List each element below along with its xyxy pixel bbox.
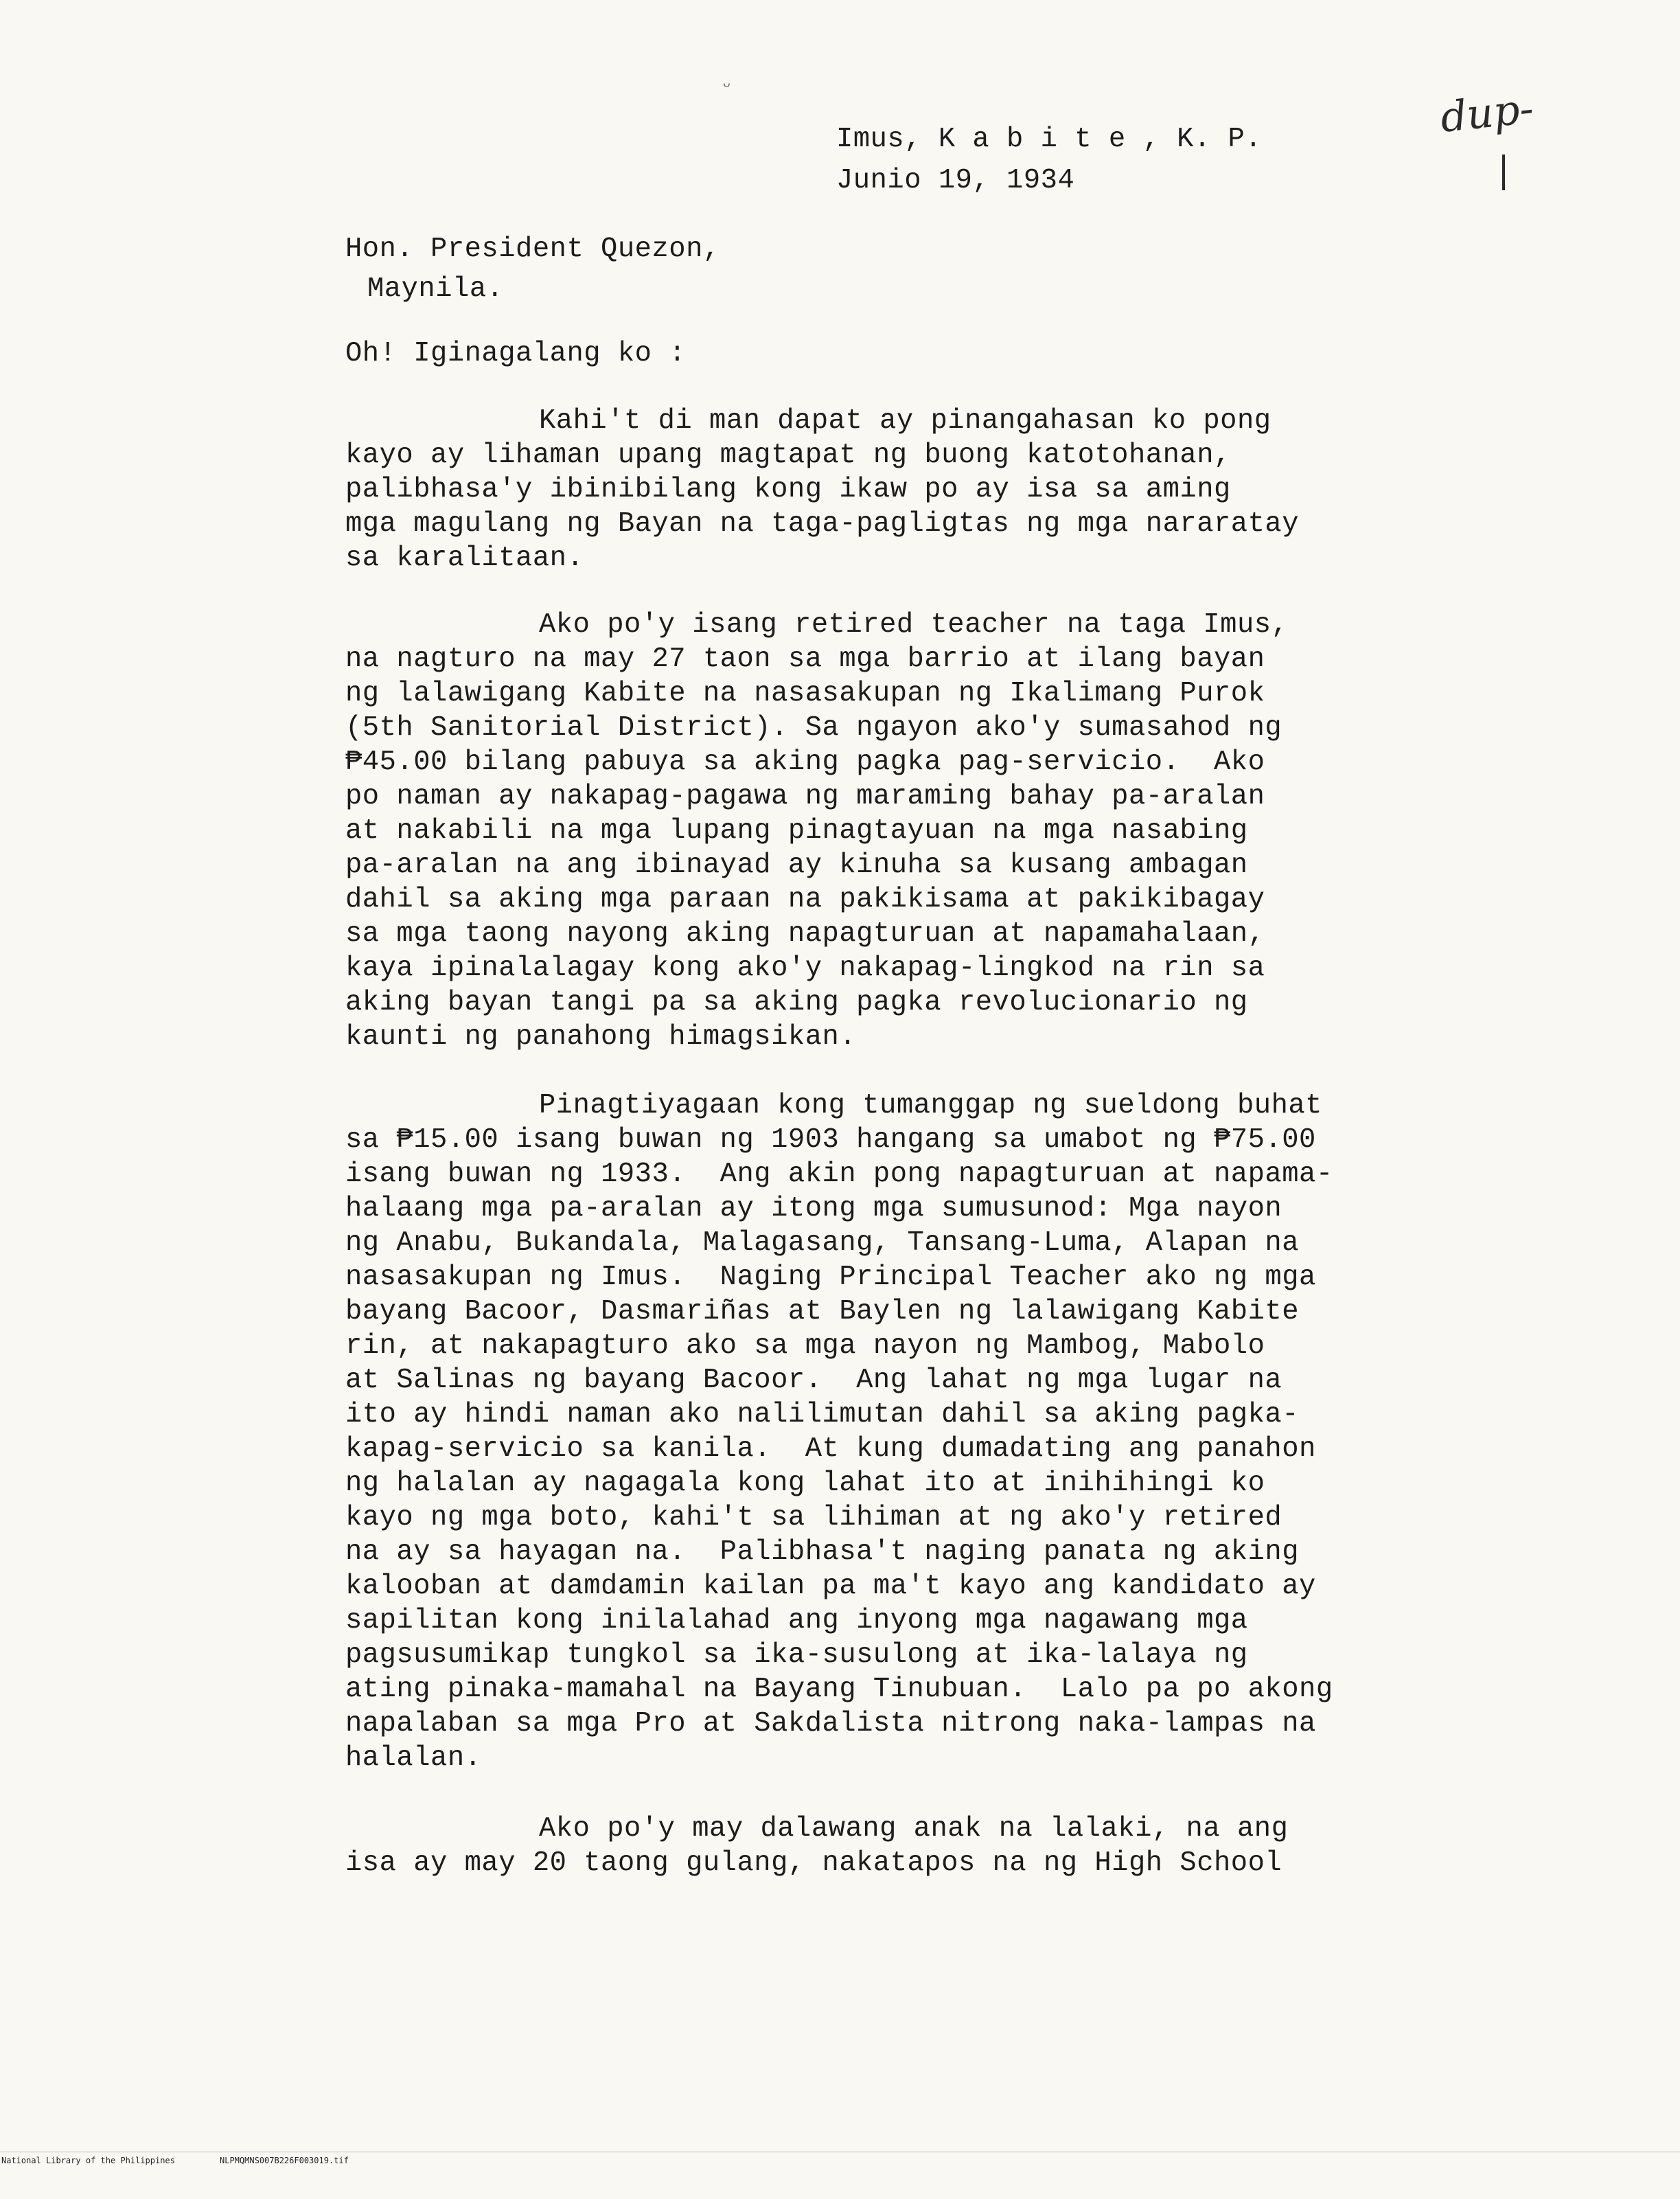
paragraph-3-line: ng halalan ay nagagala kong lahat ito at inihihingi ko xyxy=(345,1468,1265,1499)
paragraph-2-line: dahil sa aking mga paraan na pakikisama at pakikibagay xyxy=(345,884,1265,915)
paragraph-2-line: na nagturo na may 27 taon sa mga barrio at ilang bayan xyxy=(345,643,1265,675)
paragraph-3-line: sa ₱15.00 isang buwan ng 1903 hangang sa umabot ng ₱75.00 xyxy=(345,1124,1316,1156)
paragraph-2-line: po naman ay nakapag-pagawa ng maraming bahay pa-aralan xyxy=(345,781,1265,812)
paragraph-3-line: halaang mga pa-aralan ay itong mga sumusunod: Mga nayon xyxy=(345,1193,1282,1224)
paragraph-3-line: na ay sa hayagan na. Palibhasa't naging panata ng aking xyxy=(345,1536,1300,1568)
paragraph-2-line: ng lalawigang Kabite na nasasakupan ng Ikalimang Purok xyxy=(345,678,1265,709)
paragraph-2-line: (5th Sanitorial District). Sa ngayon ako'y sumasahod ng xyxy=(345,712,1282,744)
letter-date: Junio 19, 1934 xyxy=(836,165,1075,196)
paragraph-1-line: kayo ay lihaman upang magtapat ng buong katotohanan, xyxy=(345,440,1231,471)
paragraph-3-line: kalooban at damdamin kailan pa ma't kayo ang kandidato ay xyxy=(345,1571,1316,1602)
paragraph-3-line: ito ay hindi naman ako nalilimutan dahil sa aking pagka- xyxy=(345,1399,1300,1431)
footer-institution: National Library of the Philippines xyxy=(1,2156,175,2165)
paragraph-2-line: at nakabili na mga lupang pinagtayuan na mga nasabing xyxy=(345,815,1248,847)
paragraph-2-line: kaunti ng panahong himagsikan. xyxy=(345,1021,857,1053)
paragraph-3-line: rin, at nakapagturo ako sa mga nayon ng Mambog, Mabolo xyxy=(345,1330,1265,1362)
paragraph-3-line: napalaban sa mga Pro at Sakdalista nitrong naka-lampas na xyxy=(345,1708,1316,1740)
handwritten-annotation: dup- xyxy=(1438,84,1537,142)
paragraph-2-line: ₱45.00 bilang pabuya sa aking pagka pag-servicio. Ako xyxy=(345,747,1265,778)
paragraph-3-line: ng Anabu, Bukandala, Malagasang, Tansang-Luma, Alapan na xyxy=(345,1227,1300,1259)
scan-footer xyxy=(0,2155,1680,2166)
paragraph-2-line: aking bayan tangi pa sa aking pagka revolucionario ng xyxy=(345,987,1248,1018)
paragraph-3-line: nasasakupan ng Imus. Naging Principal Teacher ako ng mga xyxy=(345,1262,1316,1293)
paragraph-1-line: palibhasa'y ibinibilang kong ikaw po ay isa sa aming xyxy=(345,474,1231,505)
recipient-name: Hon. President Quezon, xyxy=(345,233,720,265)
paper-mark: ᵕ xyxy=(721,77,733,98)
paragraph-3-line: halalan. xyxy=(345,1742,482,1774)
paragraph-3-line: bayang Bacoor, Dasmariñas at Baylen ng lalawigang Kabite xyxy=(345,1296,1300,1328)
paragraph-3-line: kayo ng mga boto, kahi't sa lihiman at ng ako'y retired xyxy=(345,1502,1282,1534)
handwritten-stroke xyxy=(1502,155,1505,190)
paragraph-4-line: isa ay may 20 taong gulang, nakatapos na ng High School xyxy=(345,1847,1282,1879)
paragraph-3-line: sapilitan kong inilalahad ang inyong mga nagawang mga xyxy=(345,1605,1248,1637)
paragraph-2-line: sa mga taong nayong aking napagturuan at napamahalaan, xyxy=(345,918,1265,950)
paragraph-4-line: Ako po'y may dalawang anak na lalaki, na ang xyxy=(539,1813,1289,1845)
paragraph-3-line: pagsusumikap tungkol sa ika-susulong at ika-lalaya ng xyxy=(345,1639,1248,1671)
paragraph-3-line: Pinagtiyagaan kong tumanggap ng sueldong buhat xyxy=(539,1090,1322,1121)
paragraph-2-line: Ako po'y isang retired teacher na taga Imus, xyxy=(539,609,1289,641)
paragraph-2-line: pa-aralan na ang ibinayad ay kinuha sa kusang ambagan xyxy=(345,850,1248,881)
recipient-city: Maynila. xyxy=(367,273,504,305)
salutation: Oh! Iginagalang ko : xyxy=(345,338,687,369)
paragraph-1-line: mga magulang ng Bayan na taga-pagligtas ng mga nararatay xyxy=(345,508,1300,540)
paragraph-3-line: kapag-servicio sa kanila. At kung dumadating ang panahon xyxy=(345,1433,1316,1465)
footer-file-id: NLPMQMNS007B226F003019.tif xyxy=(220,2156,349,2165)
paragraph-1-line: sa karalitaan. xyxy=(345,543,584,574)
paragraph-3-line: at Salinas ng bayang Bacoor. Ang lahat ng mga lugar na xyxy=(345,1365,1282,1396)
letter-place: Imus, K a b i t e , K. P. xyxy=(836,124,1263,155)
paragraph-3-line: ating pinaka-mamahal na Bayang Tinubuan. Lalo pa po akong xyxy=(345,1674,1333,1705)
paragraph-2-line: kaya ipinalalagay kong ako'y nakapag-lingkod na rin sa xyxy=(345,953,1265,984)
paragraph-1-line: Kahi't di man dapat ay pinangahasan ko pong xyxy=(539,405,1271,437)
paragraph-3-line: isang buwan ng 1933. Ang akin pong napagturuan at napama- xyxy=(345,1159,1333,1190)
